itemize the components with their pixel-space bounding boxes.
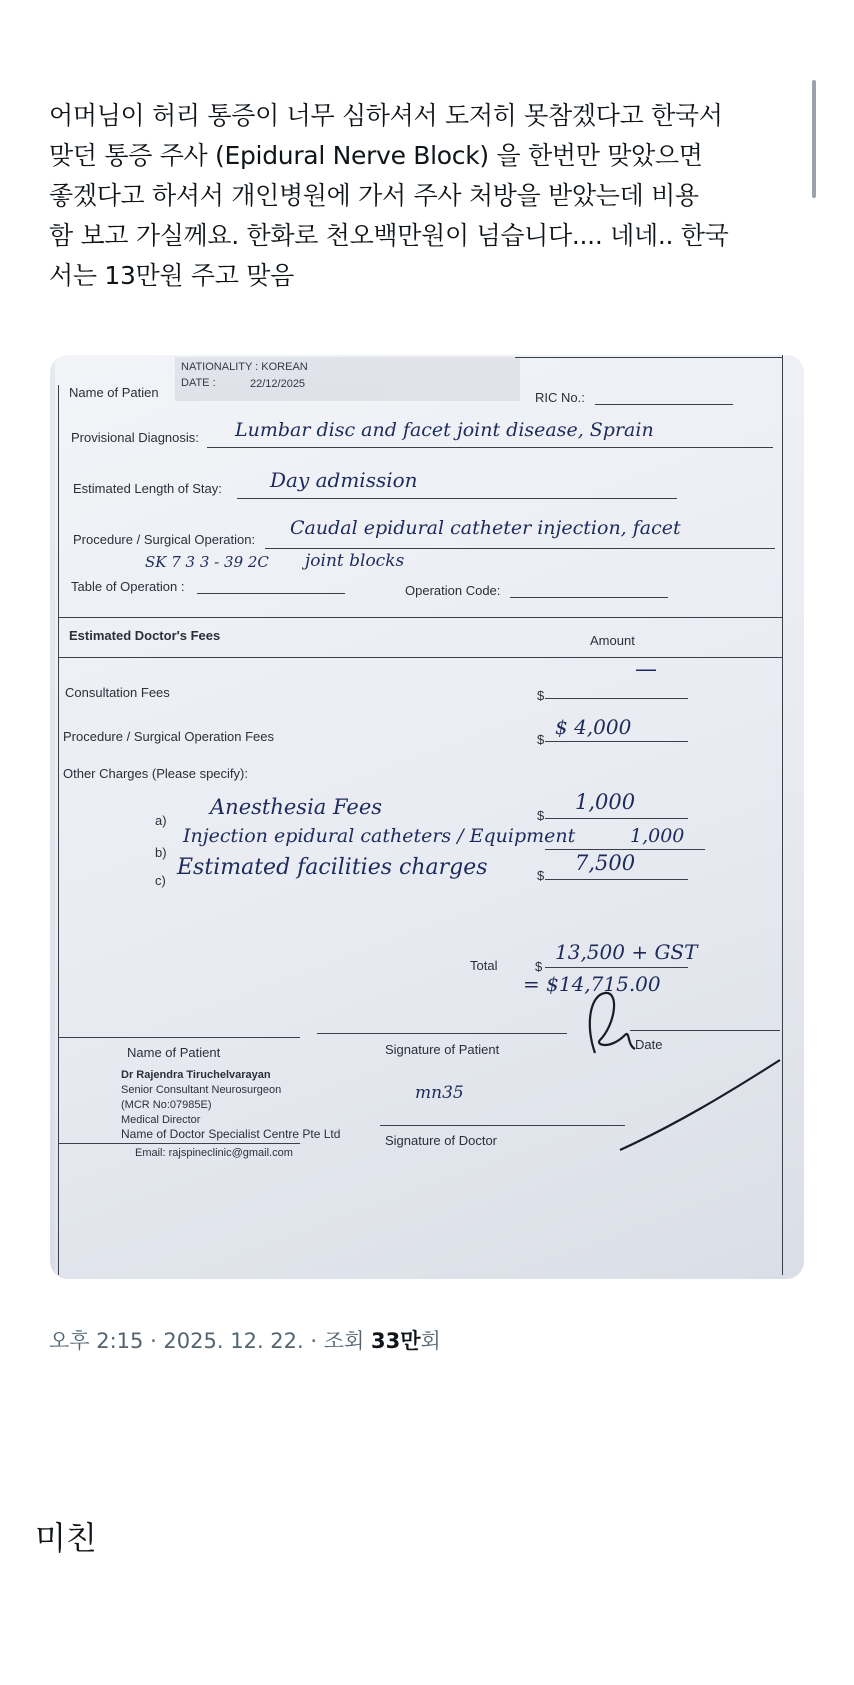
total-label: Total xyxy=(470,958,498,973)
procedure-fees-value: $ 4,000 xyxy=(555,715,632,739)
nationality-text: NATIONALITY : KOREAN xyxy=(181,361,308,373)
total-value-1: 13,500 + GST xyxy=(555,940,698,964)
doctor-initials: mn35 xyxy=(415,1083,464,1103)
doctor-email: Email: rajspineclinic@gmail.com xyxy=(135,1147,293,1159)
doctor-name: Dr Rajendra Tiruchelvarayan xyxy=(121,1069,271,1081)
fee-estimate-document xyxy=(55,355,804,1279)
item-c-line xyxy=(545,879,688,880)
total-dollar: $ xyxy=(535,959,543,974)
border-top xyxy=(515,357,783,358)
scrollbar[interactable] xyxy=(812,80,816,198)
attached-photo[interactable] xyxy=(50,355,804,1279)
stay-line xyxy=(237,498,677,499)
item-c-amount: 7,500 xyxy=(575,851,636,875)
procedure-fees-line xyxy=(545,741,688,742)
date-value: 22/12/2025 xyxy=(250,378,306,390)
date-label: DATE : xyxy=(181,377,216,389)
footer-line-5 xyxy=(380,1125,625,1126)
length-of-stay-value: Day admission xyxy=(270,468,418,492)
footer-name-of-patient: Name of Patient xyxy=(127,1045,221,1060)
operation-code-line xyxy=(510,597,668,598)
item-c-letter: c) xyxy=(155,873,166,888)
footer-signature-doctor: Signature of Doctor xyxy=(385,1133,498,1148)
reply-text: 미친 xyxy=(35,1519,97,1557)
post-line: 서는 13만원 주고 맞음 xyxy=(49,261,294,290)
doctor-signature-stroke xyxy=(615,1055,785,1155)
operation-code-label: Operation Code: xyxy=(405,583,501,598)
item-c-desc: Estimated facilities charges xyxy=(177,855,488,880)
ric-line xyxy=(595,404,733,405)
consultation-label: Consultation Fees xyxy=(65,685,170,700)
length-of-stay-label: Estimated Length of Stay: xyxy=(73,481,222,496)
name-of-patient-label: Name of Patien xyxy=(69,385,159,400)
amount-heading: Amount xyxy=(590,633,635,648)
patient-signature-scribble xyxy=(565,985,645,1060)
post-line: 맞던 통증 주사 (Epidural Nerve Block) 을 한번만 맞았으면 xyxy=(49,141,703,170)
provisional-diagnosis-label: Provisional Diagnosis: xyxy=(71,430,199,445)
consultation-dollar: $ xyxy=(537,688,545,703)
border-left xyxy=(58,385,59,1275)
item-a-amount: 1,000 xyxy=(575,790,636,814)
footer-date: Date xyxy=(635,1037,663,1052)
ric-label: RIC No.: xyxy=(535,390,585,405)
post-line: 어머님이 허리 통증이 너무 심하셔서 도저히 못참겠다고 한국서 xyxy=(49,101,723,130)
doctor-fees-heading: Estimated Doctor's Fees xyxy=(69,628,221,643)
doctor-title: Senior Consultant Neurosurgeon xyxy=(121,1084,282,1096)
procedure-value-2: joint blocks xyxy=(305,551,405,571)
post-meta xyxy=(49,1325,441,1355)
consultation-line xyxy=(545,698,688,699)
item-a-desc: Anesthesia Fees xyxy=(210,795,383,819)
item-b-line xyxy=(545,849,705,850)
procedure-fees-dollar: $ xyxy=(537,732,545,747)
item-a-letter: a) xyxy=(155,813,167,828)
table-line xyxy=(197,593,345,594)
post-timestamp: 오후 2:15 · 2025. 12. 22. · 조회 xyxy=(49,1329,371,1353)
post-text xyxy=(49,96,809,296)
doctor-role: Medical Director xyxy=(121,1114,201,1126)
item-b-desc: Injection epidural catheters / Equipment xyxy=(183,825,576,847)
footer-line-1 xyxy=(58,1037,300,1038)
footer-line-3 xyxy=(630,1030,780,1031)
item-a-line xyxy=(545,818,688,819)
table-of-operation-value: SK 7 3 3 - 39 2C xyxy=(145,553,269,571)
view-suffix: 회 xyxy=(420,1329,441,1353)
header-divider xyxy=(58,657,783,658)
view-count: 33만 xyxy=(370,1329,421,1353)
section-divider xyxy=(58,617,783,618)
item-b-letter: b) xyxy=(155,845,167,860)
procedure-fees-label: Procedure / Surgical Operation Fees xyxy=(63,729,274,744)
footer-signature-patient: Signature of Patient xyxy=(385,1042,500,1057)
doctor-center: Name of Doctor Specialist Centre Pte Ltd xyxy=(121,1127,341,1141)
nationality-sticker xyxy=(175,357,520,401)
item-b-amount: 1,000 xyxy=(630,825,685,847)
item-a-dollar: $ xyxy=(537,808,545,823)
post-line: 함 보고 가실께요. 한화로 천오백만원이 넘습니다.... 네네.. 한국 xyxy=(49,221,729,250)
procedure-line xyxy=(265,548,775,549)
total-line xyxy=(545,967,688,968)
diagnosis-line xyxy=(207,447,773,448)
doctor-mcr: (MCR No:07985E) xyxy=(121,1099,212,1111)
footer-line-2 xyxy=(317,1033,567,1034)
procedure-value-1: Caudal epidural catheter injection, facet xyxy=(290,517,681,539)
post-line: 좋겠다고 하셔서 개인병원에 가서 주사 처방을 받았는데 비용 xyxy=(49,181,699,210)
total-value-2: = $14,715.00 xyxy=(523,972,661,996)
item-c-dollar: $ xyxy=(537,868,545,883)
table-of-operation-label: Table of Operation : xyxy=(71,579,185,594)
footer-line-4 xyxy=(58,1143,300,1144)
procedure-label: Procedure / Surgical Operation: xyxy=(73,532,256,547)
consultation-value: — xyxy=(635,657,657,682)
other-charges-label: Other Charges (Please specify): xyxy=(63,766,248,781)
provisional-diagnosis-value: Lumbar disc and facet joint disease, Sprain xyxy=(235,419,654,441)
